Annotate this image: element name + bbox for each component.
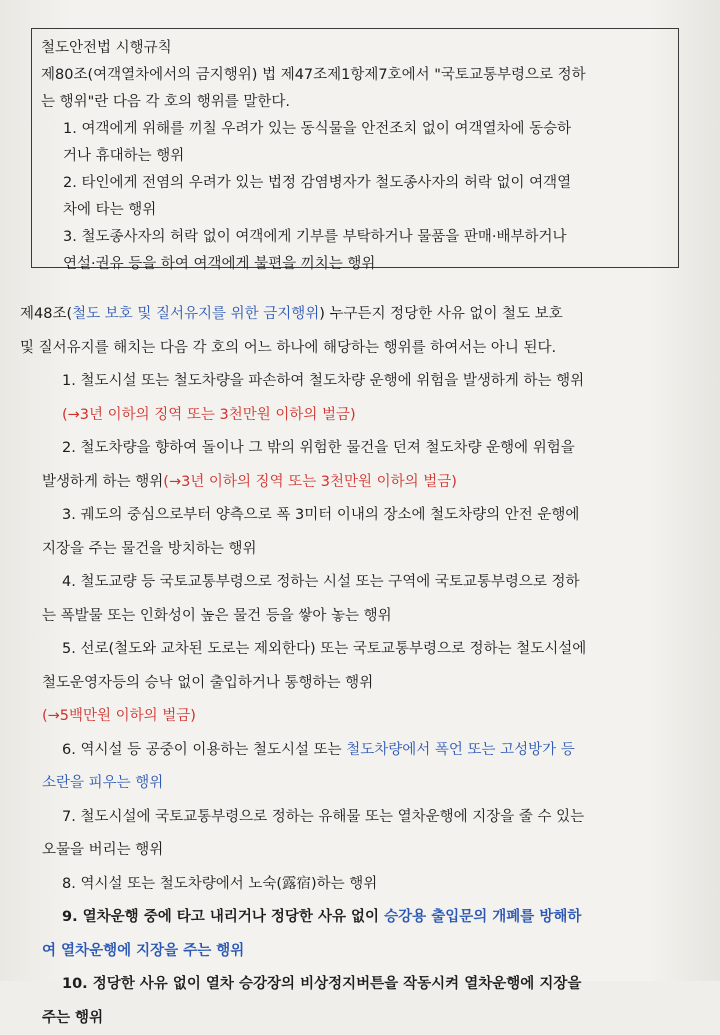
- item4-line1: 4. 철도교량 등 국토교통부령으로 정하는 시설 또는 구역에 국토교통부령으로 정하: [20, 566, 680, 600]
- item6-blue2: 소란을 피우는 행위: [20, 767, 680, 801]
- item9-line1: [20, 901, 680, 935]
- box-article-line1: 제80조(여객열차에서의 금지행위) 법 제47조제1항제7호에서 "국토교통부령으로 정하: [41, 62, 668, 89]
- item1-penalty: (→3년 이하의 징역 또는 3천만원 이하의 벌금): [20, 399, 680, 433]
- item3-line1: 3. 궤도의 중심으로부터 양측으로 폭 3미터 이내의 장소에 철도차량의 안전 운행에: [20, 499, 680, 533]
- item5-line1: 5. 선로(철도와 교차된 도로는 제외한다) 또는 국토교통부령으로 정하는 철도시설에: [20, 633, 680, 667]
- item1-line1: 1. 철도시설 또는 철도차량을 파손하여 철도차량 운행에 위험을 발생하게 하는 행위: [20, 365, 680, 399]
- item9-prefix: 9. 열차운행 중에 타고 내리거나 정당한 사유 없이: [62, 909, 384, 925]
- box-title: 철도안전법 시행규칙: [41, 35, 668, 62]
- item3-line2: 지장을 주는 물건을 방치하는 행위: [20, 533, 680, 567]
- item10-line2: 주는 행위: [20, 1002, 680, 1035]
- item7-line2: 오물을 버리는 행위: [20, 834, 680, 868]
- item2-line2-text: 발생하게 하는 행위: [42, 474, 163, 490]
- item2-line1: 2. 철도차량을 향하여 돌이나 그 밖의 위험한 물건을 던져 철도차량 운행에 위험을: [20, 432, 680, 466]
- item5-line2: 철도운영자등의 승낙 없이 출입하거나 통행하는 행위: [20, 667, 680, 701]
- item6-prefix: 6. 역시설 등 공중이 이용하는 철도시설 또는: [62, 742, 346, 758]
- regulation-box: [31, 28, 679, 268]
- item8-line1: 8. 역시설 또는 철도차량에서 노숙(露宿)하는 행위: [20, 868, 680, 902]
- intro-suffix: ) 누구든지 정당한 사유 없이 철도 보호: [319, 306, 562, 322]
- box-item2-line1: 2. 타인에게 전염의 우려가 있는 법정 감염병자가 철도종사자의 허락 없이 여객열: [41, 170, 668, 197]
- item5-penalty: (→5백만원 이하의 벌금): [20, 700, 680, 734]
- item2-penalty: (→3년 이하의 징역 또는 3천만원 이하의 벌금): [163, 474, 457, 490]
- box-item3-line2: 연설·권유 등을 하여 여객에게 불편을 끼치는 행위: [41, 251, 668, 278]
- item9-blue1: 승강용 출입문의 개폐를 방해하: [384, 909, 581, 925]
- box-item2-line2: 차에 타는 행위: [41, 197, 668, 224]
- item6-line1: [20, 734, 680, 768]
- box-article-line2: 는 행위"란 다음 각 호의 행위를 말한다.: [41, 89, 668, 116]
- box-item3-line1: 3. 철도종사자의 허락 없이 여객에게 기부를 부탁하거나 물품을 판매·배부하거나: [41, 224, 668, 251]
- intro-prefix: 제48조(: [20, 306, 72, 322]
- intro-title: 철도 보호 및 질서유지를 위한 금지행위: [72, 306, 319, 322]
- item2-line2: [20, 466, 680, 500]
- item10-line1: 10. 정당한 사유 없이 열차 승강장의 비상정지버튼을 작동시켜 열차운행에 지장을: [20, 968, 680, 1002]
- intro-line2: 및 질서유지를 해치는 다음 각 호의 어느 하나에 해당하는 행위를 하여서는 아니 된다.: [20, 332, 680, 366]
- item9-blue2: 여 열차운행에 지장을 주는 행위: [20, 935, 680, 969]
- item6-blue1: 철도차량에서 폭언 또는 고성방가 등: [346, 742, 575, 758]
- item7-line1: 7. 철도시설에 국토교통부령으로 정하는 유해물 또는 열차운행에 지장을 줄 수 있는: [20, 801, 680, 835]
- article-48: [20, 298, 680, 1035]
- intro-line1: [20, 298, 680, 332]
- box-item1-line2: 거나 휴대하는 행위: [41, 143, 668, 170]
- box-item1-line1: 1. 여객에게 위해를 끼칠 우려가 있는 동식물을 안전조치 없이 여객열차에 동승하: [41, 116, 668, 143]
- item4-line2: 는 폭발물 또는 인화성이 높은 물건 등을 쌓아 놓는 행위: [20, 600, 680, 634]
